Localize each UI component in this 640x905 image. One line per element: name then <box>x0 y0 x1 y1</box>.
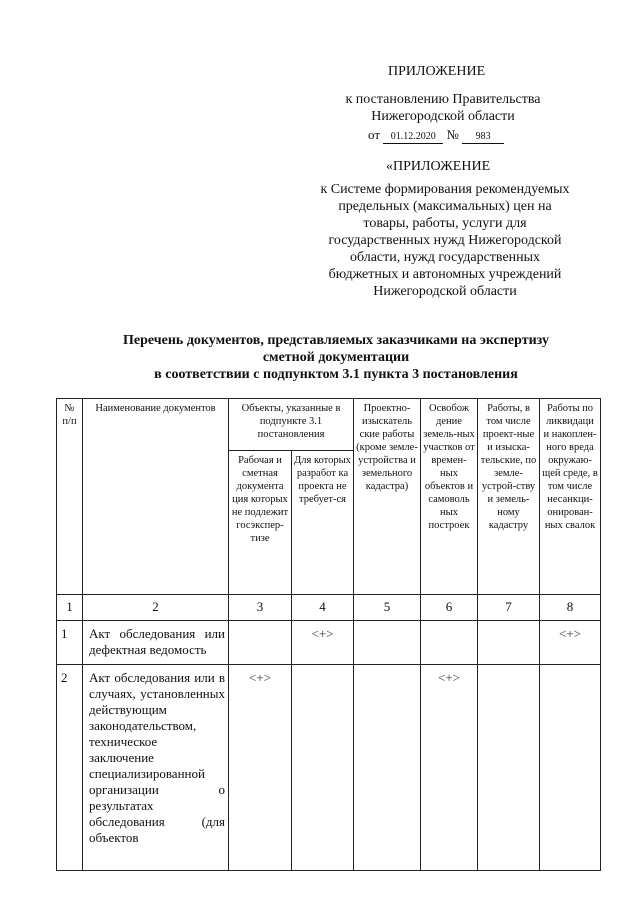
document-name: Акт обследования или в случаях, установленных действующим законодательством, техническое заключение специализированной организации о результатах обследования (для объектов <box>83 665 229 871</box>
document-title <box>96 332 576 383</box>
header-cell-num: № п/п <box>57 399 83 595</box>
applicability-cell <box>540 665 601 871</box>
documents-table <box>56 398 601 871</box>
header-cell-name: Наименование документов <box>83 399 229 595</box>
column-number: 1 <box>57 595 83 621</box>
system-line: Нижегородской области <box>373 284 517 299</box>
date-number-line <box>368 126 504 144</box>
resolution-line: Нижегородской области <box>371 109 515 124</box>
date-prefix: от <box>368 127 381 142</box>
system-line: бюджетных и автономных учреждений <box>328 267 562 282</box>
applicability-cell: <+> <box>229 665 292 871</box>
resolution-line: к постановлению Правительства <box>345 92 541 107</box>
column-number: 2 <box>83 595 229 621</box>
header-cell-survey-works: Проектно-изыскатель ские работы (кроме земле-устройства и земельного кадастра) <box>354 399 421 595</box>
document-title-line: в соответствии с подпунктом 3.1 пункта 3 постановления <box>154 367 518 382</box>
applicability-cell: <+> <box>540 621 601 665</box>
column-number: 3 <box>229 595 292 621</box>
header-cell-environmental-damage: Работы по ликвидаци и накоплен-ного вреда окружаю-щей среде, в том числе несанкци-онирован-ных свалок <box>540 399 601 595</box>
system-line: области, нужд государственных <box>349 250 541 265</box>
column-number: 7 <box>478 595 540 621</box>
row-number: 1 <box>57 621 83 665</box>
appendix-title: ПРИЛОЖЕНИЕ <box>388 64 486 79</box>
system-line: предельных (максимальных) цен на <box>338 199 552 214</box>
header-cell-objects: Объекты, указанные в подпункте 3.1 постановления <box>229 399 354 451</box>
applicability-cell <box>292 665 354 871</box>
applicability-cell <box>478 665 540 871</box>
document-title-line: Перечень документов, представляемых заказчиками на экспертизу <box>123 333 549 348</box>
system-reference <box>306 181 584 300</box>
column-number: 6 <box>421 595 478 621</box>
applicability-cell <box>354 665 421 871</box>
header-cell-land-management: Работы, в том числе проект-ные и изыска-тельские, по земле-устрой-ству и земель-ному кадастру <box>478 399 540 595</box>
appendix2-title: «ПРИЛОЖЕНИЕ <box>386 159 491 174</box>
resolution-number: 983 <box>462 131 504 144</box>
resolution-date: 01.12.2020 <box>383 131 443 144</box>
system-line: государственных нужд Нижегородской <box>328 233 562 248</box>
document-name: Акт обследования или дефектная ведомость <box>83 621 229 665</box>
header-cell-no-state-review: Рабочая и сметная документа ция которых не подлежит госэкспер-тизе <box>229 451 292 595</box>
header-cell-no-project: Для которых разработ ка проекта не требует-ся <box>292 451 354 595</box>
resolution-reference <box>336 91 550 125</box>
applicability-cell: <+> <box>292 621 354 665</box>
system-line: товары, работы, услуги для <box>363 216 527 231</box>
table-row <box>57 665 601 871</box>
column-number: 4 <box>292 595 354 621</box>
applicability-cell <box>354 621 421 665</box>
table-row <box>57 621 601 665</box>
header-cell-land-clearing: Освобож дение земель-ных участков от времен-ных объектов и самоволь ных построек <box>421 399 478 595</box>
applicability-cell <box>229 621 292 665</box>
system-line: к Системе формирования рекомендуемых <box>320 182 570 197</box>
applicability-cell <box>421 621 478 665</box>
row-number: 2 <box>57 665 83 871</box>
number-sign: № <box>446 127 459 142</box>
column-number: 5 <box>354 595 421 621</box>
applicability-cell <box>478 621 540 665</box>
document-title-line: сметной документации <box>262 350 410 365</box>
applicability-cell: <+> <box>421 665 478 871</box>
column-number: 8 <box>540 595 601 621</box>
